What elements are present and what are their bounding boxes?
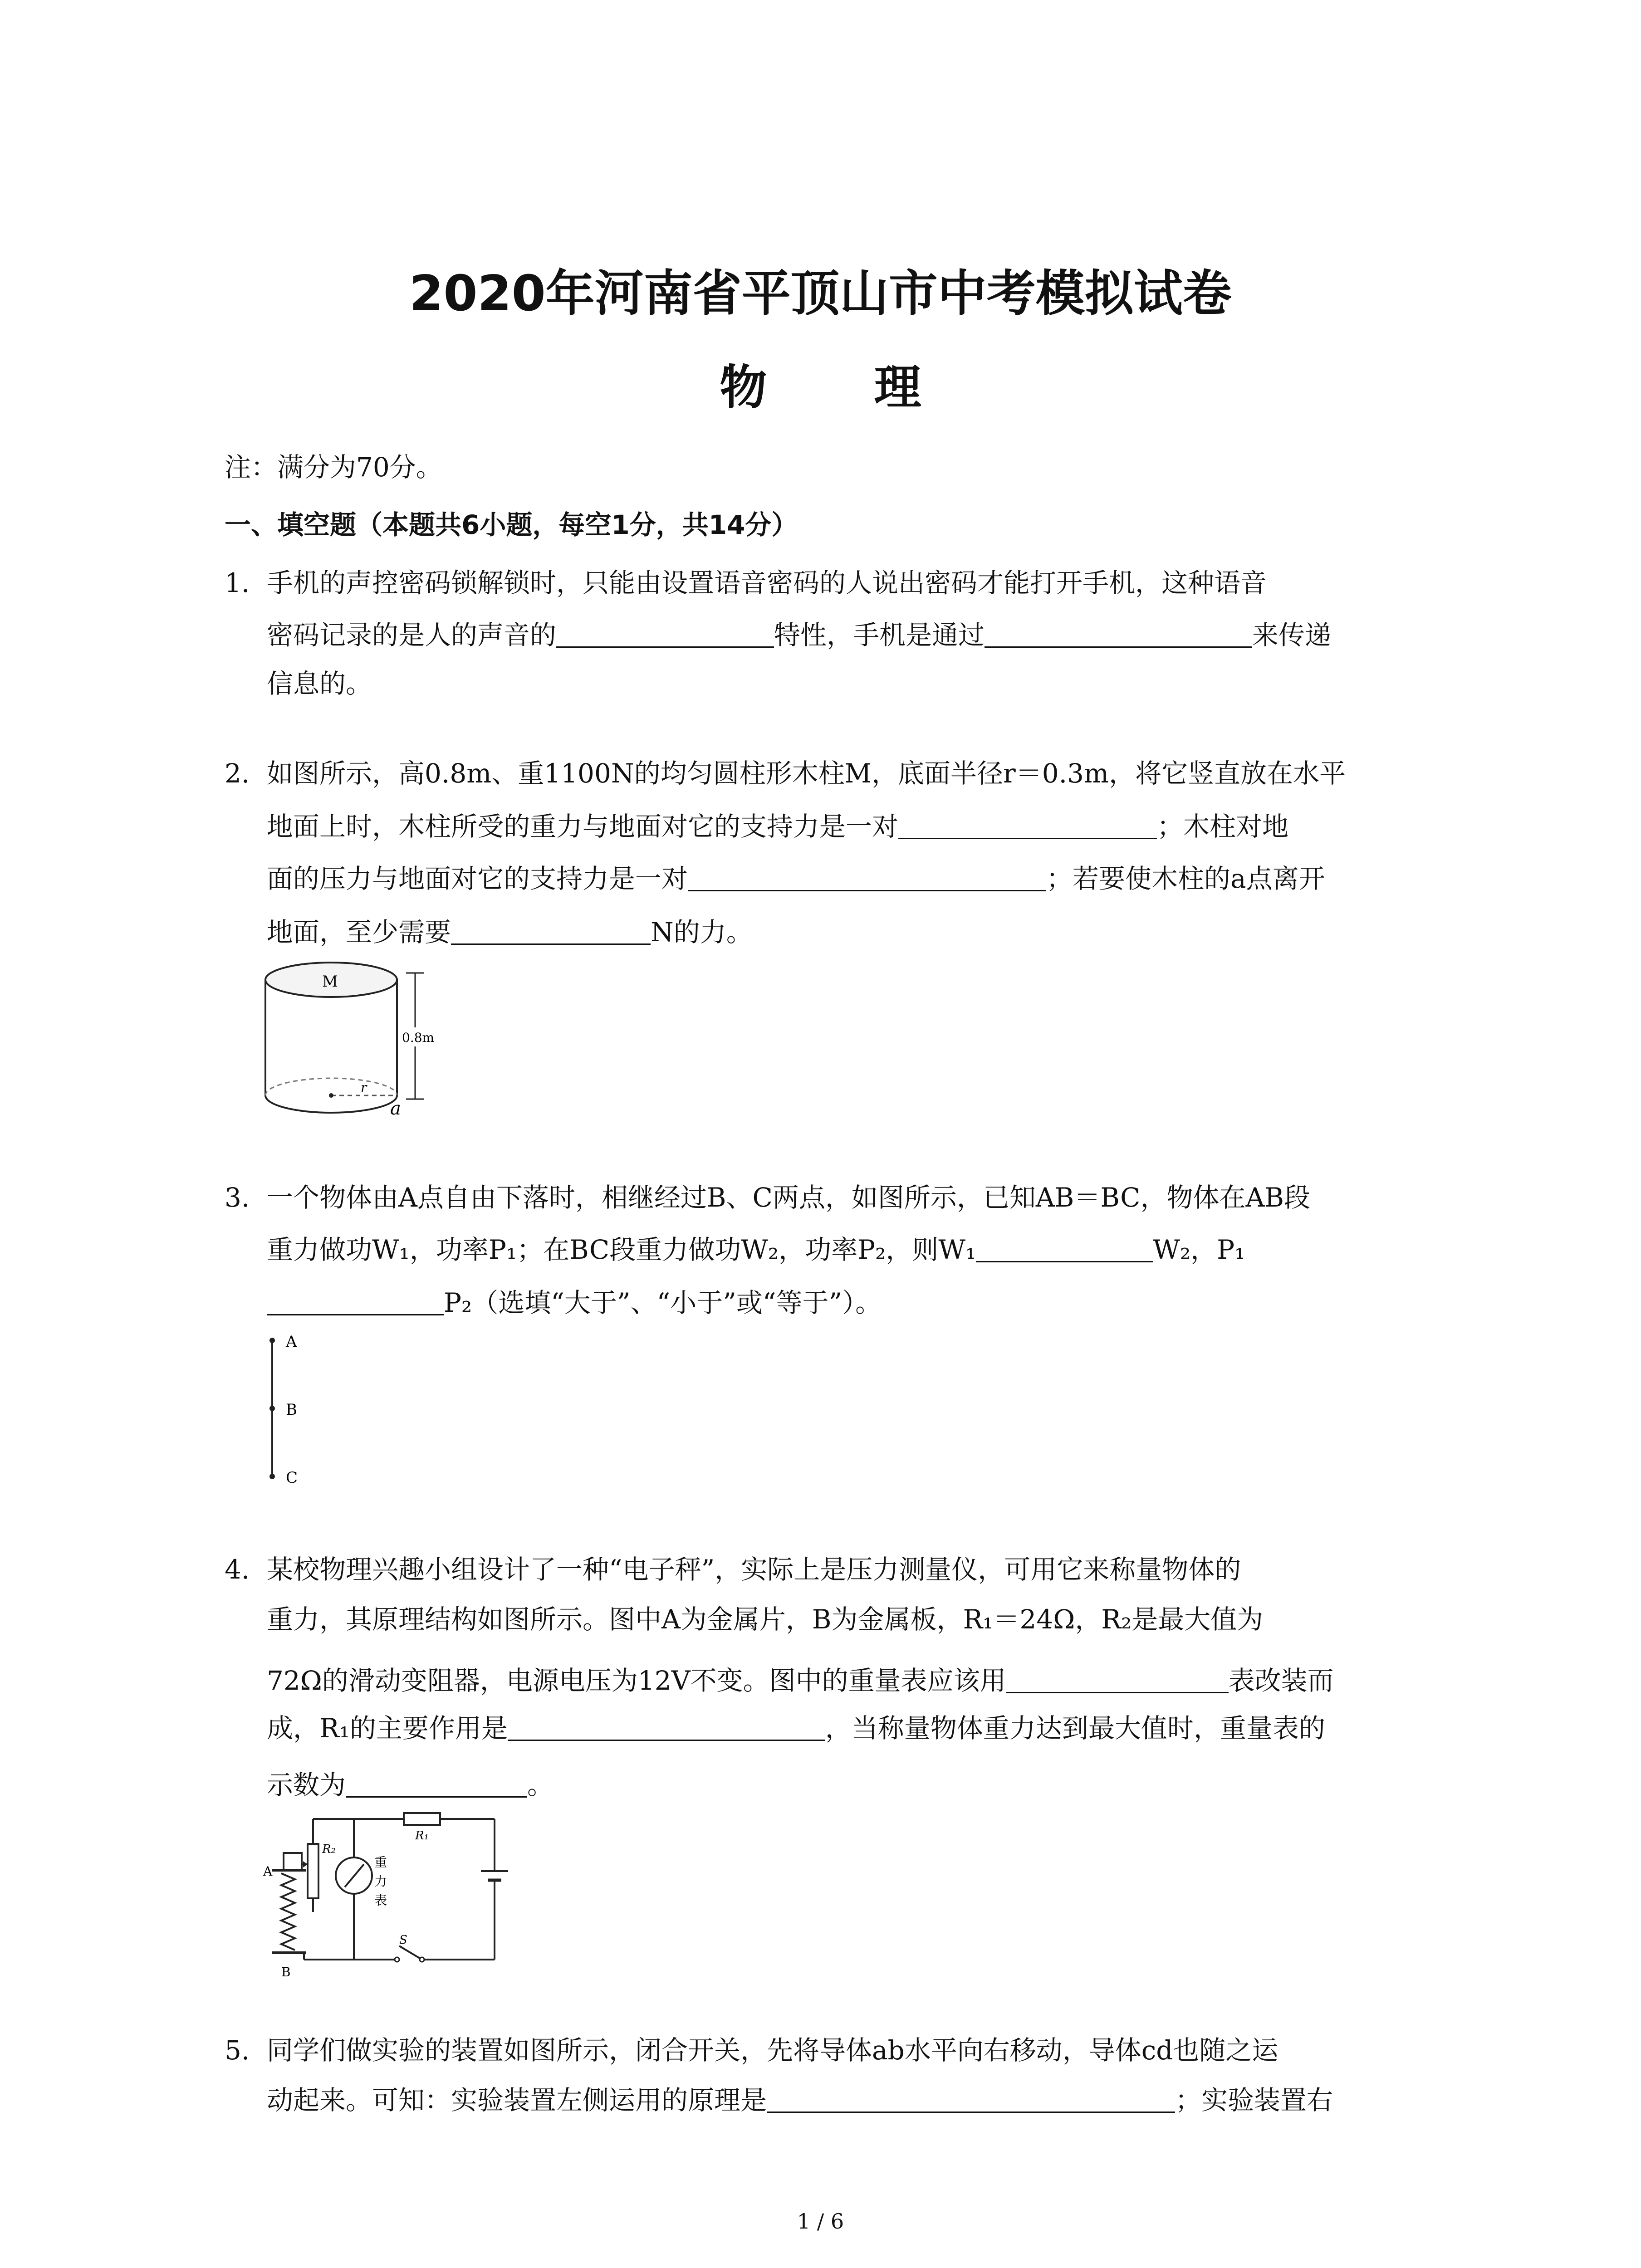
answer-blank[interactable]	[985, 619, 1252, 648]
question-number: 2.	[225, 758, 250, 789]
answer-blank[interactable]	[556, 619, 774, 648]
question-text: 同学们做实验的装置如图所示，闭合开关，先将导体ab水平向右移动，导体cd也随之运	[267, 2035, 1279, 2066]
question-1-line-3: 信息的。	[267, 668, 372, 699]
meter-label-1: 重	[374, 1855, 387, 1870]
r1-label: R₁	[415, 1829, 429, 1843]
subject-title: 物 理	[720, 360, 967, 415]
answer-blank[interactable]	[1006, 1665, 1229, 1693]
question-4-line-4	[267, 1710, 1325, 1746]
question-text: 密码记录的是人的声音的	[267, 620, 557, 650]
question-2-line-2	[267, 808, 1288, 845]
question-number: 1.	[225, 567, 250, 598]
point-a-label: a	[390, 1098, 401, 1119]
question-text: 一个物体由A点自由下落时，相继经过B、C两点，如图所示，已知AB＝BC，物体在AB段	[267, 1182, 1310, 1213]
answer-blank[interactable]	[346, 1769, 527, 1798]
question-number: 4.	[225, 1554, 250, 1585]
question-3-line-3	[267, 1285, 882, 1321]
height-label: 0.8m	[402, 1030, 435, 1045]
question-4-line-5	[267, 1767, 554, 1803]
question-1-line-2	[267, 617, 1331, 653]
resistor-r2	[308, 1844, 318, 1898]
answer-blank[interactable]	[767, 2084, 1175, 2113]
question-text: 成，R₁的主要作用是	[267, 1713, 508, 1744]
question-4-line-1	[225, 1551, 1241, 1588]
question-2-line-3	[267, 860, 1325, 897]
question-text: 。	[527, 1769, 554, 1800]
answer-blank[interactable]	[451, 916, 651, 945]
point-c-label: C	[286, 1469, 298, 1487]
question-text: 地面上时，木柱所受的重力与地面对它的支持力是一对	[267, 811, 899, 842]
meter-label-2: 力	[374, 1874, 387, 1889]
question-text: 面的压力与地面对它的支持力是一对	[267, 863, 688, 894]
answer-blank[interactable]	[688, 863, 1046, 891]
question-text: 重力做功W₁，功率P₁；在BC段重力做功W₂，功率P₂，则W₁	[267, 1234, 976, 1265]
answer-blank[interactable]	[976, 1234, 1153, 1262]
question-text: ；实验装置右	[1175, 2085, 1333, 2116]
score-note: 注：满分为70分。	[225, 452, 442, 483]
plate-a-label: A	[263, 1864, 273, 1879]
question-text: 72Ω的滑动变阻器，电源电压为12V不变。图中的重量表应该用	[267, 1665, 1006, 1696]
question-number: 5.	[225, 2035, 250, 2066]
question-text: 特性，手机是通过	[774, 620, 985, 650]
question-text: 地面，至少需要	[267, 917, 451, 948]
answer-blank[interactable]	[898, 811, 1157, 839]
spring-icon	[281, 1873, 295, 1950]
page-number: 1 / 6	[797, 2209, 844, 2234]
question-2-line-4	[267, 914, 753, 950]
exam-title: 2020年河南省平顶山市中考模拟试卷	[409, 265, 1232, 322]
question-text: ；木柱对地	[1157, 811, 1289, 842]
question-text: 动起来。可知：实验装置左侧运用的原理是	[267, 2085, 767, 2116]
question-text: ，当称量物体重力达到最大值时，重量表的	[825, 1713, 1325, 1744]
scale-circuit-figure	[263, 1808, 517, 1984]
question-2-line-1	[225, 755, 1346, 792]
question-5-line-2	[267, 2082, 1333, 2118]
question-4-line-2: 重力，其原理结构如图所示。图中A为金属片，B为金属板，R₁＝24Ω，R₂是最大值为	[267, 1604, 1264, 1635]
cylinder-label-m: M	[322, 973, 338, 991]
question-1-line-1	[225, 565, 1267, 601]
cylinder-figure	[254, 955, 445, 1123]
question-text: N的力。	[651, 917, 753, 948]
section-heading: 一、填空题（本题共6小题，每空1分，共14分）	[225, 509, 798, 540]
question-text: 来传递	[1252, 620, 1332, 650]
question-3-line-1	[225, 1179, 1310, 1216]
fall-figure	[263, 1331, 318, 1490]
resistor-r1	[404, 1813, 440, 1825]
question-3-line-2	[267, 1232, 1245, 1268]
question-text: 如图所示，高0.8m、重1100N的均匀圆柱形木柱M，底面半径r＝0.3m，将它竖直放在水平	[267, 758, 1346, 789]
question-text: ；若要使木柱的a点离开	[1046, 863, 1325, 894]
question-text: 表改装而	[1228, 1665, 1334, 1696]
r2-label: R₂	[322, 1843, 336, 1856]
point-a-label: A	[286, 1333, 297, 1351]
question-text: 某校物理兴趣小组设计了一种“电子秤”，实际上是压力测量仪，可用它来称量物体的	[267, 1554, 1241, 1585]
question-number: 3.	[225, 1182, 250, 1213]
radius-label: r	[361, 1080, 367, 1095]
question-text: 手机的声控密码锁解锁时，只能由设置语音密码的人说出密码才能打开手机，这种语音	[267, 567, 1267, 598]
question-text: 示数为	[267, 1769, 346, 1800]
point-b-label: B	[286, 1401, 297, 1419]
meter-label-3: 表	[374, 1893, 387, 1908]
switch-label: S	[399, 1933, 407, 1947]
question-5-line-1	[225, 2032, 1278, 2068]
question-text: W₂，P₁	[1153, 1234, 1245, 1265]
question-4-line-3	[267, 1662, 1334, 1699]
question-text: P₂（选填“大于”、“小于”或“等于”）。	[444, 1287, 882, 1318]
answer-blank[interactable]	[267, 1287, 444, 1315]
answer-blank[interactable]	[508, 1712, 825, 1741]
plate-b-label: B	[281, 1965, 291, 1980]
